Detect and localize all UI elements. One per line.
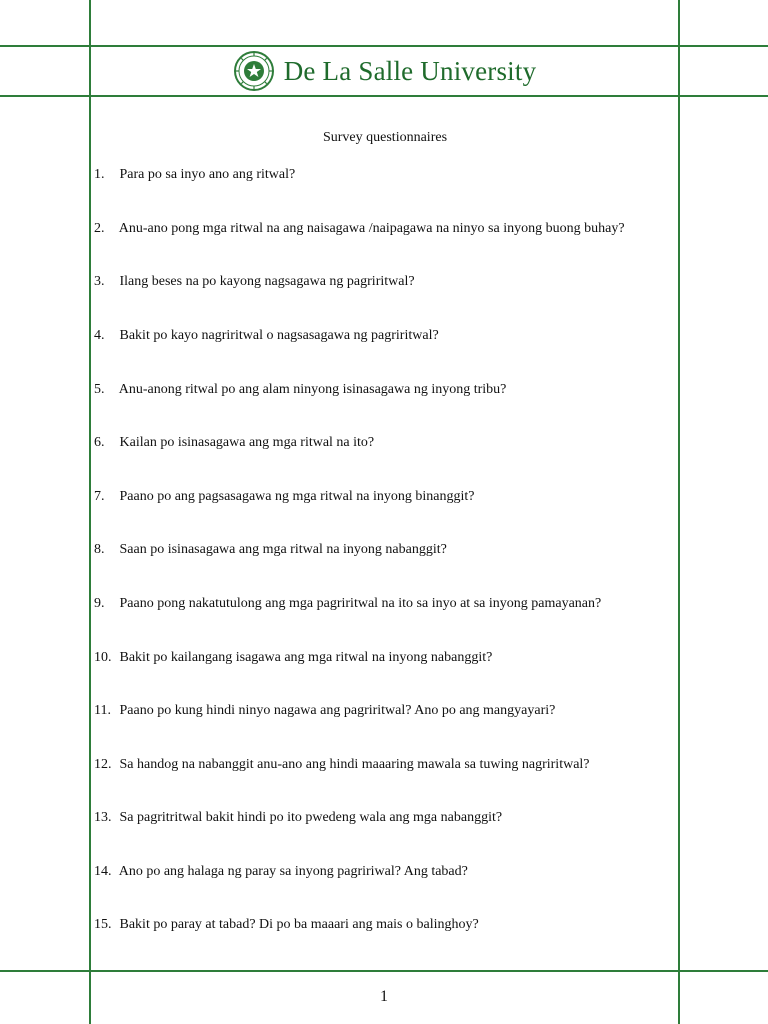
- list-item: 12. Sa handog na nabanggit anu-ano ang hindi maaaring mawala sa tuwing nagriritwal?: [94, 757, 590, 772]
- list-item: 11. Paano po kung hindi ninyo nagawa ang pagriritwal? Ano po ang mangyayari?: [94, 703, 556, 718]
- list-item: 4. Bakit po kayo nagriritwal o nagsasagawa ng pagriritwal?: [94, 328, 439, 343]
- list-item: 2. Anu-ano pong mga ritwal na ang naisagawa /naipagawa na ninyo sa inyong buong buhay?: [94, 221, 625, 236]
- list-item: 3. Ilang beses na po kayong nagsagawa ng pagriritwal?: [94, 274, 415, 289]
- list-item: 10. Bakit po kailangang isagawa ang mga ritwal na inyong nabanggit?: [94, 650, 493, 665]
- page-number: 1: [380, 988, 388, 1005]
- list-item: 15. Bakit po paray at tabad? Di po ba maaari ang mais o balinghoy?: [94, 917, 479, 932]
- university-name: De La Salle University: [283, 55, 537, 86]
- list-item: 6. Kailan po isinasagawa ang mga ritwal na ito?: [94, 435, 375, 450]
- list-item: 14. Ano po ang halaga ng paray sa inyong pagririwal? Ang tabad?: [94, 864, 468, 879]
- list-item: 13. Sa pagritritwal bakit hindi po ito pwedeng wala ang mga nabanggit?: [94, 810, 503, 825]
- list-item: 1. Para po sa inyo ano ang ritwal?: [94, 167, 296, 182]
- list-item: 5. Anu-anong ritwal po ang alam ninyong isinasagawa ng inyong tribu?: [94, 382, 507, 397]
- list-item: 7. Paano po ang pagsasagawa ng mga ritwal na inyong binanggit?: [94, 489, 475, 504]
- list-item: 9. Paano pong nakatutulong ang mga pagriritwal na ito sa inyo at sa inyong pamayanan?: [94, 596, 602, 611]
- document-title: Survey questionnaires: [322, 130, 448, 145]
- list-item: 8. Saan po isinasagawa ang mga ritwal na inyong nabanggit?: [94, 542, 447, 557]
